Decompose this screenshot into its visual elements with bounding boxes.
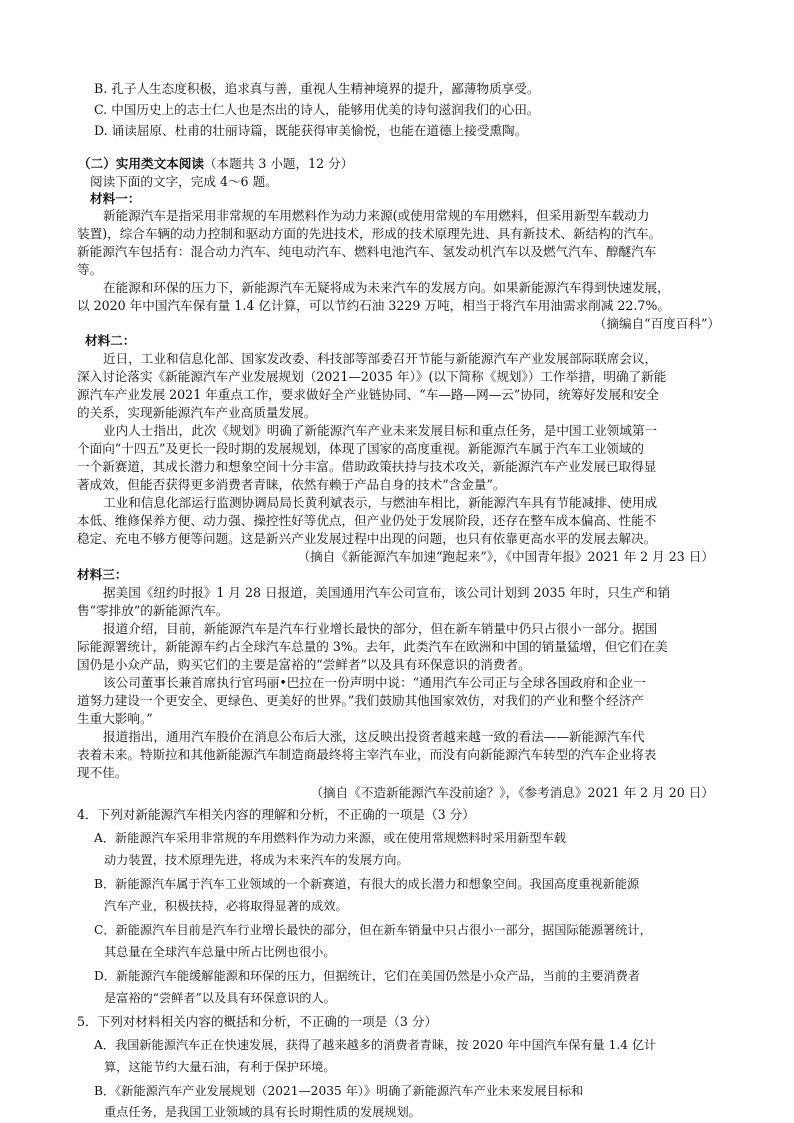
- material-2-title: 材料二：: [85, 333, 136, 348]
- q5-option-a: A．我国新能源汽车正在快速发展，获得了越来越多的消费者青睐，按 2020 年中国汽车保有量 1.4 亿计: [94, 1038, 657, 1052]
- paragraph-line: 深入讨论落实《新能源汽车产业发展规划（2021—2035 年）》(以下简称《规划》）工作举措，明确了新能: [77, 369, 667, 384]
- q4-option-a-cont: 动力装置，技术原理先进，将成为未来汽车的发展方向。: [104, 853, 409, 867]
- paragraph-line: 该公司董事长兼首席执行官玛丽•巴拉在一份声明中说：“通用汽车公司正与全球各国政府和企业一: [103, 675, 646, 690]
- q4-option-d-cont: 是富裕的“尝鲜者”以及具有环保意识的人。: [104, 991, 336, 1005]
- paragraph-line: 国仍是小众产品，购买它们的主要是富裕的“尝鲜者”以及具有环保意识的消费者。: [77, 657, 531, 672]
- material-1-title: 材料一：: [90, 191, 141, 206]
- paragraph-line: 等。: [77, 262, 103, 277]
- q4-option-c: C．新能源汽车目前是汽车行业增长最快的部分，但在新车销量中只占很小一部分，据国际能源署统计，: [94, 923, 652, 937]
- q5-option-b: B．《新能源汽车产业发展规划（2021—2035 年）》明确了新能源汽车产业未来发展目标和: [94, 1084, 584, 1098]
- q4-option-d: D．新能源汽车能缓解能源和环保的压力，但据统计，它们在美国仍然是小众产品，当前的主要消费者: [94, 969, 641, 983]
- paragraph-line: 著成效，但能否获得更多消费者青睐，依然有赖于产品自身的技术“含金量”。: [77, 477, 506, 492]
- option-c-line: C. 中国历史上的志士仁人也是杰出的诗人，能够用优美的诗句滋润我们的心田。: [94, 102, 540, 117]
- paragraph-line: 新能源汽车是指采用非常规的车用燃料作为动力来源(或使用常规的车用燃料，但采用新型车载动力: [103, 208, 650, 223]
- q4-option-a: A．新能源汽车采用非常规的车用燃料作为动力来源，或在使用常规燃料时采用新型车载: [94, 831, 566, 845]
- section-score: （本题共 3 小题，12 分）: [203, 156, 354, 171]
- paragraph-line: 近日，工业和信息化部、国家发改委、科技部等部委召开节能与新能源汽车产业发展部际联席会议，: [103, 351, 658, 366]
- source-citation: （摘自《不造新能源汽车没前途？》，《参考消息》2021 年 2 月 20 日）: [310, 785, 714, 800]
- paragraph-line: 据美国《纽约时报》1 月 28 日报道，美国通用汽车公司宣布，该公司计划到 2035 年时，只生产和销: [103, 585, 671, 600]
- paragraph-line: 道努力建设一个更安全、更绿色、更美好的世界。”我们鼓励其他国家效仿，对我们的产业和整个经济产: [77, 693, 644, 708]
- instruction: 阅读下面的文字，完成 4～6 题。: [90, 174, 278, 189]
- q4-option-b-cont: 汽车产业，积极扶持，必将取得显著的成效。: [104, 899, 348, 913]
- paragraph-line: 稳定、充电不够方便等问题。这是新兴产业发展过程中出现的问题，也只有依靠更高水平的发展去解决。: [77, 531, 657, 546]
- paragraph-line: 售“零排放”的新能源汽车。: [77, 603, 229, 618]
- source-citation: （摘编自“百度百科”）: [593, 316, 720, 331]
- paragraph-line: 本低、维修保养方便、动力强、操控性好等优点，但产业仍处于发展阶段，还存在整车成本偏高、性能不: [77, 513, 657, 528]
- paragraph-line: 一个新赛道，其成长潜力和想象空间十分丰富。借助政策扶持与技术攻关，新能源汽车产业发展已取得显: [77, 459, 657, 474]
- q5-option-b-cont: 重点任务，是我国工业领域的具有长时期性质的发展规划。: [104, 1105, 421, 1119]
- paragraph-line: 际能源署统计，新能源车约占全球汽车总量的 3%。去年，此类汽车在欧洲和中国的销量猛增，但它们在美: [77, 639, 668, 654]
- q4-option-b: B．新能源汽车属于汽车工业领域的一个新赛道，有很大的成长潜力和想象空间。我国高度重视新能源: [94, 877, 640, 891]
- paragraph-line: 个面向“十四五”及更长一段时期的发展规划，体现了国家的高度重视。新能源汽车属于汽车工业领域的: [77, 441, 645, 456]
- paragraph-line: 报道指出，通用汽车股价在消息公布后大涨，这反映出投资者越来越一致的看法——新能源汽车代: [103, 729, 645, 744]
- paragraph-line: 报道介绍，目前，新能源汽车是汽车行业增长最快的部分，但在新车销量中仍只占很小一部分。据国: [103, 621, 658, 636]
- paragraph-line: 在能源和环保的压力下，新能源汽车无疑将成为未来汽车的发展方向。如果新能源汽车得到快速发展，: [103, 280, 670, 295]
- question-5: 5．下列对材料相关内容的概括和分析，不正确的一项是（3 分）: [77, 1014, 438, 1029]
- option-d-line: D. 诵读屈原、杜甫的壮丽诗篇，既能获得审美愉悦，也能在道德上接受熏陶。: [94, 123, 528, 138]
- question-4: 4．下列对新能源汽车相关内容的理解和分析，不正确的一项是（3 分）: [77, 807, 475, 822]
- paragraph-line: 的关系，实现新能源汽车产业高质量发展。: [77, 405, 317, 420]
- q5-option-a-cont: 算，这能节约大量石油，有利于保护环境。: [104, 1060, 336, 1074]
- paragraph-line: 装置)，综合车辆的动力控制和驱动方面的先进技术，形成的技术原理先进、具有新技术、新结构的汽车。: [77, 226, 662, 241]
- source-citation: （摘自《新能源汽车加速“跑起来”》，《中国青年报》2021 年 2 月 23 日）: [297, 549, 714, 564]
- material-3-title: 材料三：: [77, 567, 128, 582]
- paragraph-line: 表着未来。特斯拉和其他新能源汽车制造商最终将主宰汽车业，而没有向新能源汽车转型的汽车企业将表: [77, 747, 657, 762]
- paragraph-line: 生重大影响。”: [77, 711, 153, 726]
- paragraph-line: 现不佳。: [77, 765, 128, 780]
- section-heading: [78, 154, 353, 174]
- paragraph-line: 工业和信息化部运行监测协调局局长黄利斌表示，与燃油车相比，新能源汽车具有节能减排、使用成: [103, 495, 658, 510]
- option-b-line: B. 孔子人生态度积极，追求真与善，重视人生精神境界的提升，鄙薄物质享受。: [94, 81, 540, 96]
- paragraph-line: 业内人士指出，此次《规划》明确了新能源汽车产业未来发展目标和重点任务，是中国工业领域第一: [103, 423, 658, 438]
- paragraph-line: 源汽车产业发展 2021 年重点工作，要求做好全产业链协同、“车—路—网—云”协同，统筹好发展和安全: [77, 387, 659, 402]
- paragraph-line: 新能源汽车包括有：混合动力汽车、纯电动汽车、燃料电池汽车、氢发动机汽车以及燃气汽车、醇醚汽车: [77, 244, 657, 259]
- paragraph-line: 以 2020 年中国汽车保有量 1.4 亿计算，可以节约石油 3229 万吨，相当于将汽车用油需求削减 22.7%。: [77, 298, 670, 313]
- q4-option-c-cont: 其总量在全球汽车总量中所占比例也很小。: [104, 945, 336, 959]
- section-title: （二）实用类文本阅读: [78, 156, 204, 171]
